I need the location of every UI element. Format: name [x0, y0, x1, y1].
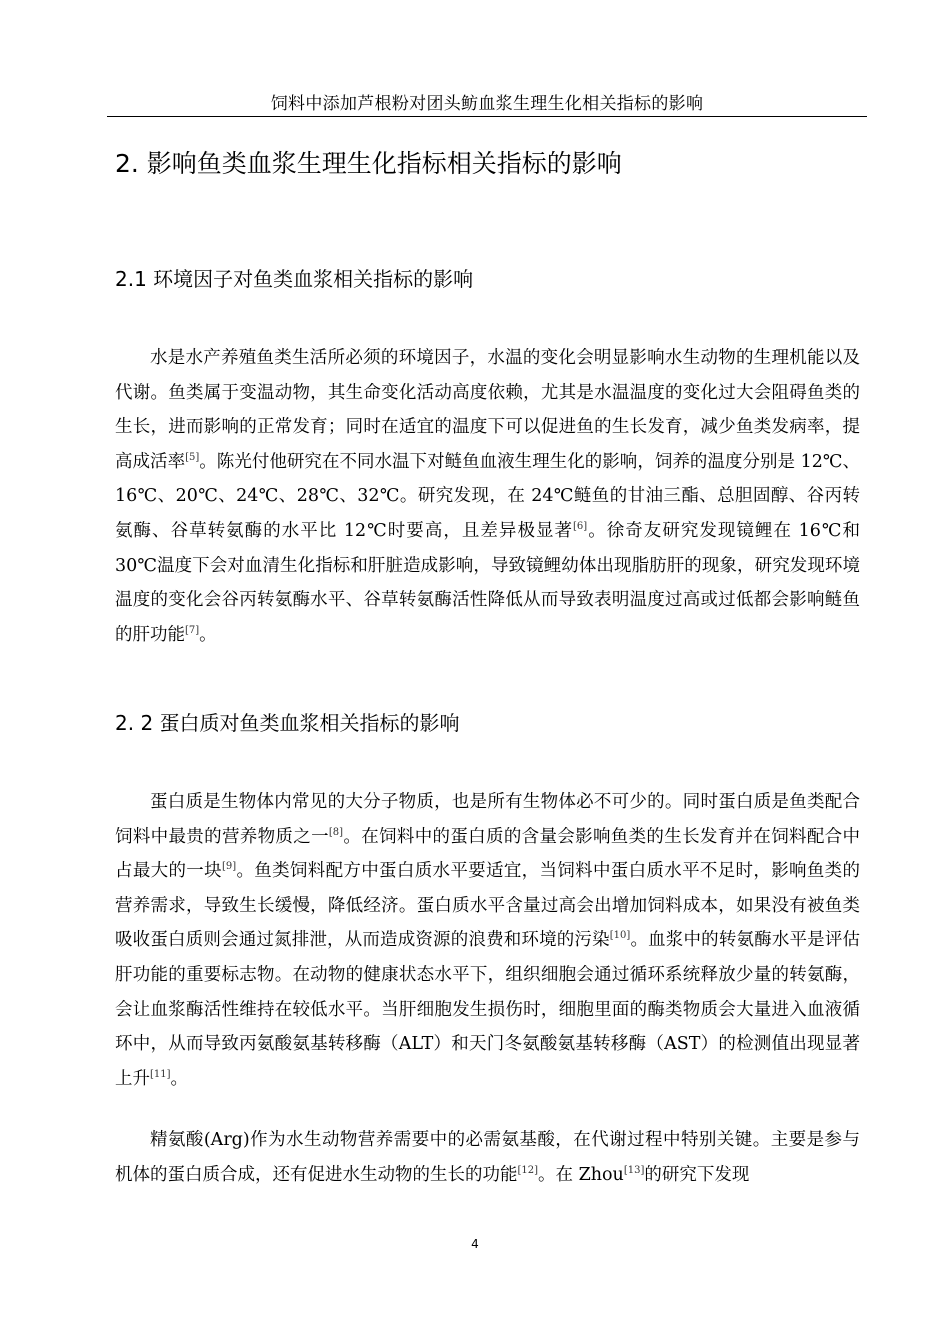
page-number: 4: [471, 1237, 479, 1251]
citation-ref: [11]: [150, 1068, 171, 1080]
citation-ref: [5]: [185, 451, 200, 463]
text-run: 精氨酸(Arg)作为水生动物营养需要中的必需氨基酸，在代谢过程中特别关键。主要是参与机体的蛋白质合成，还有促进水生动物的生长的功能: [115, 1130, 860, 1185]
text-run: 。: [170, 1068, 189, 1089]
text-run: 。鱼类饲料配方中蛋白质水平要适宜，当饲料中蛋白质水平不足时，影响鱼类的营养需求，导致生长缓慢，降低经济。蛋白质水平含量过高会出增加饲料成本，如果没有被鱼类吸收蛋白质则会通过氮排泄，从而造成资源的浪费和环境的污染: [115, 861, 860, 951]
subsection-heading-2-2: 2. 2 蛋白质对鱼类血浆相关指标的影响: [115, 711, 460, 735]
citation-ref: [6]: [573, 521, 588, 533]
text-run: 。徐奇友研究发现镜鲤在 16℃和 30℃温度下会对血清生化指标和肝脏造成影响，导致镜鲤幼体出现脂肪肝的现象，研究发现环境温度的变化会谷丙转氨酶水平、谷草转氨酶活性降低从而导致表明温度过高或过低都会影响鲢鱼的肝功能: [115, 520, 860, 645]
subsection-heading-2-1: 2.1 环境因子对鱼类血浆相关指标的影响: [115, 267, 474, 291]
paragraph-protein: [115, 785, 860, 1096]
citation-ref: [13]: [623, 1164, 645, 1176]
citation-ref: [7]: [185, 624, 200, 636]
paragraph-arginine: [115, 1123, 860, 1192]
text-run: 水是水产养殖鱼类生活所必须的环境因子，水温的变化会明显影响水生动物的生理机能以及代谢。鱼类属于变温动物，其生命变化活动高度依赖，尤其是水温温度的变化过大会阻碍鱼类的生长，进而影响的正常发育；同时在适宜的温度下可以促进鱼的生长发育，减少鱼类发病率，提高成活率: [115, 348, 860, 472]
header-rule: [107, 116, 867, 117]
citation-ref: [9]: [221, 861, 237, 873]
text-run: 。血浆中的转氨酶水平是评估肝功能的重要标志物。在动物的健康状态水平下，组织细胞会通过循环系统释放少量的转氨酶，会让血浆酶活性维持在较低水平。当肝细胞发生损伤时，细胞里面的酶类物质会大量进入血液循环中，从而导致丙氨酸氨基转移酶（ALT）和天门冬氨酸氨基转移酶（AST）的检测值出现显著上升: [115, 930, 861, 1089]
citation-ref: [10]: [609, 930, 631, 942]
citation-ref: [12]: [517, 1164, 539, 1176]
text-run: 。陈光付他研究在不同水温下对鲢鱼血液生理生化的影响，饲养的温度分别是 12℃、16℃、20℃、24℃、28℃、32℃。研究发现，在 24℃鲢鱼的甘油三酯、总胆固醇、谷丙转氨酶、谷草转氨酶的水平比 12℃时要高，且差异极显著: [115, 451, 861, 541]
paragraph-environment: [115, 341, 860, 652]
running-header: 饲料中添加芦根粉对团头鲂血浆生理生化相关指标的影响: [270, 94, 704, 114]
citation-ref: [8]: [328, 826, 344, 838]
text-run: 的研究下发现: [644, 1164, 750, 1185]
text-run: 。在饲料中的蛋白质的含量会影响鱼类的生长发育并在饲料配合中占最大的一块: [115, 826, 861, 882]
section-heading: 2. 影响鱼类血浆生理生化指标相关指标的影响: [115, 149, 622, 178]
text-run: 。在 Zhou: [538, 1164, 624, 1185]
text-run: 。: [199, 624, 217, 645]
text-run: 蛋白质是生物体内常见的大分子物质，也是所有生物体必不可少的。同时蛋白质是鱼类配合饲料中最贵的营养物质之一: [115, 792, 860, 847]
